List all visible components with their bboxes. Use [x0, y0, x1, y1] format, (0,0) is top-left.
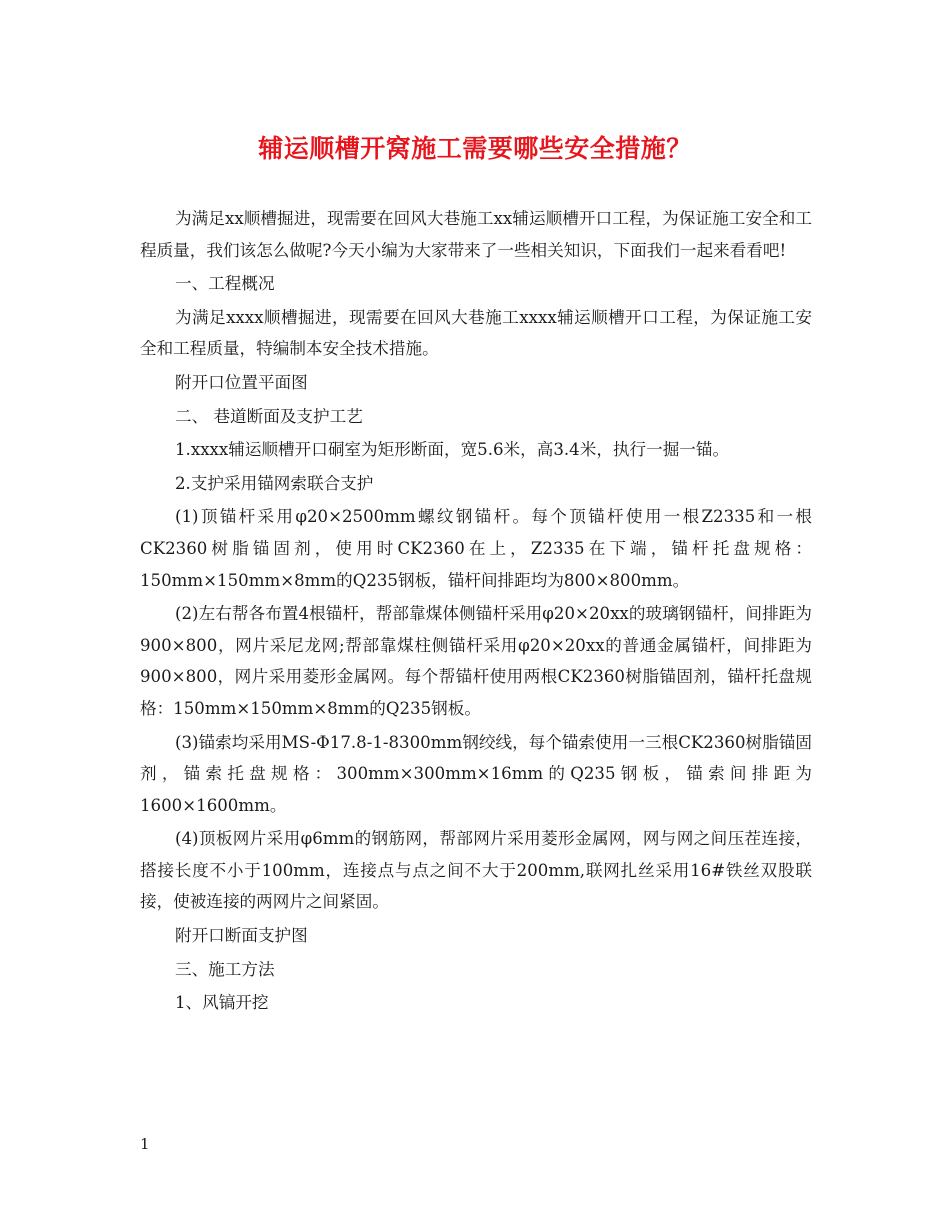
page-number: 1 [140, 1135, 150, 1153]
paragraph-subitem-1: (1)顶锚杆采用φ20×2500mm螺纹钢锚杆。每个顶锚杆使用一根Z2335和一根CK2360树脂锚固剂，使用时CK2360在上，Z2335在下端，锚杆托盘规格：150mm×150mm×8mm的Q235钢板，锚杆间排距均为800×800mm。 [140, 507, 812, 590]
heading-section-3: 三、施工方法 [175, 959, 275, 979]
figure-reference-section: 附开口断面支护图 [175, 926, 308, 946]
paragraph-subitem-2: (2)左右帮各布置4根锚杆，帮部靠煤体侧锚杆采用φ20×20xx的玻璃钢锚杆，间排距为900×800，网片采尼龙网;帮部靠煤柱侧锚杆采用φ20×20xx的普通金属锚杆，间排距为900×800，网片采用菱形金属网。每个帮锚杆使用两根CK2360树脂锚固剂，锚杆托盘规格：150mm×150mm×8mm的Q235钢板。 [140, 604, 812, 718]
figure-reference-plan: 附开口位置平面图 [175, 372, 308, 392]
paragraph-item-2: 2.支护采用锚网索联合支护 [175, 473, 374, 493]
document-body [140, 203, 812, 1019]
paragraph-intro: 为满足xx顺槽掘进，现需要在回风大巷施工xx辅运顺槽开口工程，为保证施工安全和工程质量，我们该怎么做呢?今天小编为大家带来了一些相关知识，下面我们一起来看看吧! [140, 209, 812, 260]
paragraph-step-1: 1、风镐开挖 [175, 993, 269, 1013]
paragraph-subitem-4: (4)顶板网片采用φ6mm的钢筋网，帮部网片采用菱形金属网，网与网之间压茬连接，搭接长度不小于100mm，连接点与点之间不大于200mm,联网扎丝采用16#铁丝双股联接，使被连接的两网片之间紧固。 [140, 829, 812, 912]
heading-section-2: 二、 巷道断面及支护工艺 [175, 406, 363, 426]
heading-section-1: 一、工程概况 [175, 274, 275, 294]
document-title: 辅运顺槽开窝施工需要哪些安全措施？ [258, 134, 692, 163]
paragraph-subitem-3: (3)锚索均采用MS-Φ17.8-1-8300mm钢绞线，每个锚索使用一三根CK2360树脂锚固剂，锚索托盘规格：300mm×300mm×16mm的Q235钢板，锚索间排距为1600×1600mm。 [140, 732, 812, 815]
paragraph-overview: 为满足xxxx顺槽掘进，现需要在回风大巷施工xxxx辅运顺槽开口工程，为保证施工安全和工程质量，特编制本安全技术措施。 [140, 307, 812, 359]
paragraph-item-1: 1.xxxx辅运顺槽开口硐室为矩形断面，宽5.6米，高3.4米，执行一掘一锚。 [175, 440, 730, 460]
